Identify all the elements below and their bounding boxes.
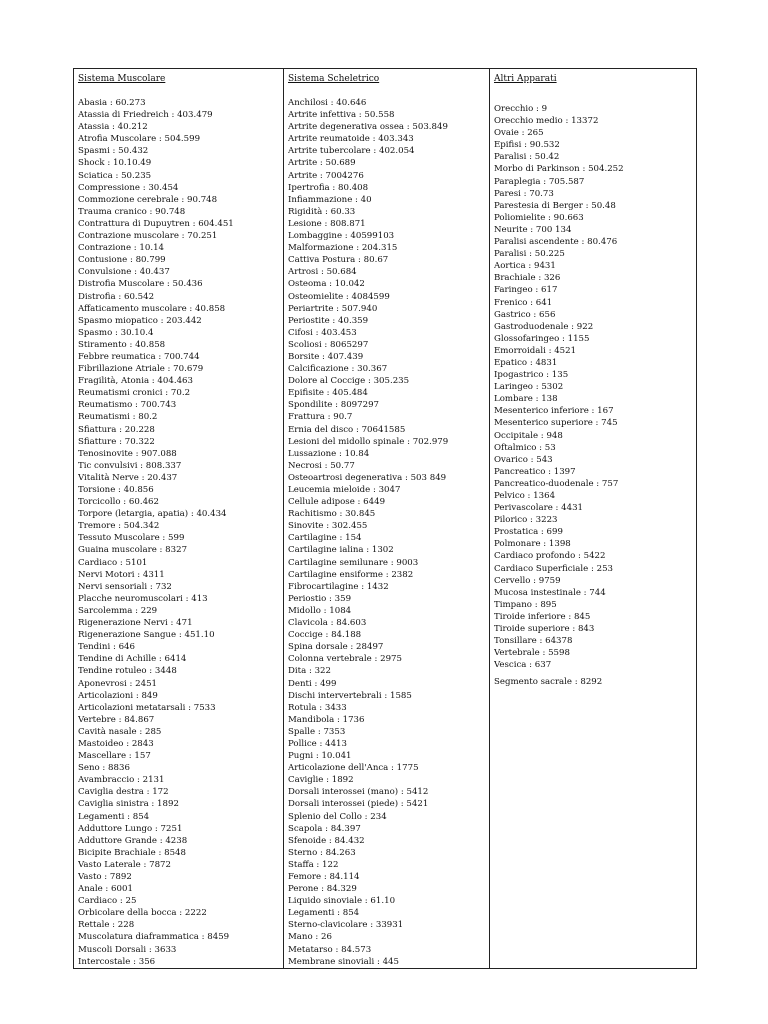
list-item: Spina dorsale : 28497 xyxy=(288,642,384,653)
list-item: Tic convulsivi : 808.337 xyxy=(78,460,182,471)
list-item: Brachiale : 326 xyxy=(494,273,561,284)
entry-list xyxy=(284,85,489,968)
list-item: Febbre reumatica : 700.744 xyxy=(78,351,200,362)
list-item: Coccige : 84.188 xyxy=(288,630,362,641)
list-item: Artrite tubercolare : 402.054 xyxy=(288,146,415,157)
list-item: Tremore : 504.342 xyxy=(78,521,160,532)
list-item: Cartilagine : 154 xyxy=(288,533,362,544)
list-item: Polmonare : 1398 xyxy=(494,539,571,550)
list-item: Pelvico : 1364 xyxy=(494,491,556,501)
list-item: Fibrocartilagine : 1432 xyxy=(288,581,389,592)
list-item: Tessuto Muscolare : 599 xyxy=(78,533,185,544)
list-item: Convulsione : 40.437 xyxy=(78,267,170,278)
list-item: Epifisi : 90.532 xyxy=(494,140,560,151)
list-item: Caviglia sinistra : 1892 xyxy=(78,799,179,810)
list-item: Ipogastrico : 135 xyxy=(494,370,569,381)
list-item: Contrazione : 10.14 xyxy=(78,243,165,254)
list-item: Torpore (letargia, apatia) : 40.434 xyxy=(78,509,227,520)
list-item: Calcificazione : 30.367 xyxy=(288,364,388,375)
list-item: Rigenerazione Sangue : 451.10 xyxy=(78,630,215,641)
list-item: Atassia : 40.212 xyxy=(78,122,148,133)
list-item: Segmento sacrale : 8292 xyxy=(494,677,603,688)
list-item: Osteoma : 10.042 xyxy=(288,279,365,290)
list-item: Legamenti : 854 xyxy=(288,908,360,919)
list-item: Mucosa instestinale : 744 xyxy=(494,587,606,598)
list-item: Compressione : 30.454 xyxy=(78,182,179,193)
list-item: Ovarico : 543 xyxy=(494,454,553,465)
list-item: Parestesia di Berger : 50.48 xyxy=(494,200,616,211)
list-item: Torcicollo : 60.462 xyxy=(78,497,159,508)
list-item: Vitalità Nerve : 20.437 xyxy=(78,472,178,483)
list-item: Cattiva Postura : 80.67 xyxy=(288,255,389,266)
list-item: Cardiaco profondo : 5422 xyxy=(494,551,606,562)
list-item: Legamenti : 854 xyxy=(78,811,150,822)
list-item: Artrite : 50.689 xyxy=(288,158,356,169)
list-item: Midollo : 1084 xyxy=(288,605,352,616)
column-other-systems xyxy=(490,69,697,969)
list-item: Periartrite : 507.940 xyxy=(288,303,378,314)
list-item: Contusione : 80.799 xyxy=(78,255,166,266)
list-item: Perone : 84.329 xyxy=(288,884,357,895)
list-item: Orecchio medio : 13372 xyxy=(494,116,599,127)
entry-list xyxy=(74,85,283,968)
list-item: Atassia di Friedreich : 403.479 xyxy=(78,110,213,121)
list-item: Spasmo : 30.10.4 xyxy=(78,327,154,338)
list-item: Timpano : 895 xyxy=(494,599,557,610)
list-item: Aponevrosi : 2451 xyxy=(78,678,158,689)
document-page xyxy=(73,68,696,967)
list-item: Ovaie : 265 xyxy=(494,128,544,139)
list-item: Spasmi : 50.432 xyxy=(78,146,149,157)
list-item: Cardiaco : 25 xyxy=(78,896,137,907)
list-item: Oftalmico : 53 xyxy=(494,442,556,453)
list-item: Infiammazione : 40 xyxy=(288,194,372,205)
list-item: Tendine rotuleo : 3448 xyxy=(78,666,177,677)
list-item: Morbo di Parkinson : 504.252 xyxy=(494,164,624,175)
list-item: Scapola : 84.397 xyxy=(288,823,361,834)
list-item: Pollice : 4413 xyxy=(288,738,347,749)
list-item: Prostatica : 699 xyxy=(494,527,563,538)
list-item: Dischi intervertebrali : 1585 xyxy=(288,690,412,701)
list-item: Contrattura di Dupuytren : 604.451 xyxy=(78,218,234,229)
list-item: Mascellare : 157 xyxy=(78,751,151,762)
list-item: Cervello : 9759 xyxy=(494,575,561,586)
list-item: Spalle : 7353 xyxy=(288,726,346,737)
list-item: Lombare : 138 xyxy=(494,394,558,405)
column-muscular-system xyxy=(74,69,284,969)
list-item: Tiroide superiore : 843 xyxy=(494,624,595,635)
list-item: Mesenterico superiore : 745 xyxy=(494,418,618,429)
column-title: Sistema Scheletrico xyxy=(288,74,380,84)
list-item: Sterno-clavicolare : 33931 xyxy=(288,920,404,931)
list-item: Dolore al Coccige : 305.235 xyxy=(288,376,410,387)
list-item: Lesioni del midollo spinale : 702.979 xyxy=(288,436,449,447)
list-item: Reumatismi cronici : 70.2 xyxy=(78,388,191,399)
list-item: Lussazione : 10.84 xyxy=(288,448,370,459)
list-item: Sinovite : 302.455 xyxy=(288,521,368,532)
list-item: Gastrico : 656 xyxy=(494,309,556,320)
list-item: Abasia : 60.273 xyxy=(78,98,146,108)
list-item: Laringeo : 5302 xyxy=(494,382,564,393)
list-item: Periostite : 40.359 xyxy=(288,315,369,326)
list-item: Muscolatura diaframmatica : 8459 xyxy=(78,932,230,943)
column-title: Sistema Muscolare xyxy=(78,74,166,84)
list-item: Clavicola : 84.603 xyxy=(288,618,367,629)
list-item: Spasmo miopatico : 203.442 xyxy=(78,315,202,326)
list-item: Intercostale : 356 xyxy=(78,956,156,967)
list-item: Rachitismo : 30.845 xyxy=(288,509,376,520)
list-item: Sarcolemma : 229 xyxy=(78,605,158,616)
list-item: Liquido sinoviale : 61.10 xyxy=(288,896,396,907)
list-item: Caviglia destra : 172 xyxy=(78,787,169,798)
list-item: Artrite degenerativa ossea : 503.849 xyxy=(288,122,448,133)
list-item: Scoliosi : 8065297 xyxy=(288,339,369,350)
list-item: Osteomielite : 4084599 xyxy=(288,291,390,302)
list-item: Vasto : 7892 xyxy=(78,872,132,882)
list-item: Guaina muscolare : 8327 xyxy=(78,545,188,556)
entry-list xyxy=(490,85,696,689)
list-item: Shock : 10.10.49 xyxy=(78,158,152,169)
list-item: Periostio : 359 xyxy=(288,593,352,604)
list-item: Caviglie : 1892 xyxy=(288,775,354,786)
list-item: Splenio del Collo : 234 xyxy=(288,811,387,822)
list-item: Frenico : 641 xyxy=(494,297,553,308)
list-item: Distrofia Muscolare : 50.436 xyxy=(78,279,203,290)
list-item: Cartilagine ensiforme : 2382 xyxy=(288,569,414,580)
list-item: Articolazioni : 849 xyxy=(78,690,158,701)
list-item: Cardiaco : 5101 xyxy=(78,557,148,568)
list-item: Articolazioni metatarsali : 7533 xyxy=(78,702,216,713)
list-item: Lesione : 808.871 xyxy=(288,218,366,229)
list-item: Muscoli Dorsali : 3633 xyxy=(78,944,177,955)
list-item: Adduttore Grande : 4238 xyxy=(78,835,188,846)
list-item: Neurite : 700 134 xyxy=(494,224,572,235)
list-item: Paralisi : 50.42 xyxy=(494,152,560,163)
list-item: Glossofaringeo : 1155 xyxy=(494,333,590,344)
list-item: Cartilagine ialina : 1302 xyxy=(288,545,394,556)
list-item: Seno : 8836 xyxy=(78,763,130,774)
list-item: Dorsali interossei (mano) : 5412 xyxy=(288,787,429,798)
list-item: Staffa : 122 xyxy=(288,859,339,870)
list-item: Leucemia mieloide : 3047 xyxy=(288,485,401,495)
list-item: Stiramento : 40.858 xyxy=(78,339,166,350)
list-item: Ipertrofia : 80.408 xyxy=(288,182,369,193)
list-item: Artrite : 7004276 xyxy=(288,170,364,181)
list-item: Tiroide inferiore : 845 xyxy=(494,611,591,622)
list-item: Denti : 499 xyxy=(288,678,337,689)
list-item: Membrane sinoviali : 445 xyxy=(288,956,399,967)
list-item: Aortica : 9431 xyxy=(494,261,556,272)
list-item: Spondilite : 8097297 xyxy=(288,400,380,411)
list-item: Gastroduodenale : 922 xyxy=(494,321,594,332)
list-item: Vasto Laterale : 7872 xyxy=(78,859,171,870)
list-item: Occipitale : 948 xyxy=(494,430,563,441)
list-item: Vertebre : 84.867 xyxy=(78,714,155,725)
list-item: Vescica : 637 xyxy=(494,660,552,671)
list-item: Fragilità, Atonia : 404.463 xyxy=(78,376,193,387)
list-item: Reumatismi : 80.2 xyxy=(78,412,158,423)
list-item: Vertebrale : 5598 xyxy=(494,648,570,659)
list-item: Dorsali interossei (piede) : 5421 xyxy=(288,799,429,810)
list-item: Paralisi : 50.225 xyxy=(494,249,565,260)
list-item: Anale : 6001 xyxy=(78,884,133,895)
list-item: Articolazione dell'Anca : 1775 xyxy=(288,763,419,774)
list-item: Femore : 84.114 xyxy=(288,872,360,882)
remedies-table xyxy=(73,68,697,969)
list-item: Anchilosi : 40.646 xyxy=(288,98,367,108)
list-item: Metatarso : 84.573 xyxy=(288,944,372,955)
list-item: Artrite infettiva : 50.558 xyxy=(288,110,395,121)
list-item: Faringeo : 617 xyxy=(494,285,558,296)
list-item: Torsione : 40.856 xyxy=(78,485,154,495)
list-item: Borsite : 407.439 xyxy=(288,351,364,362)
list-item: Reumatismo : 700.743 xyxy=(78,400,177,411)
list-item: Distrofia : 60.542 xyxy=(78,291,155,302)
list-item: Affaticamento muscolare : 40.858 xyxy=(78,303,226,314)
list-item: Sterno : 84.263 xyxy=(288,847,356,858)
list-item: Nervi Motori : 4311 xyxy=(78,569,165,580)
list-item: Malformazione : 204.315 xyxy=(288,243,398,254)
list-item: Artrite reumatoide : 403.343 xyxy=(288,134,414,145)
list-item: Lombaggine : 40599103 xyxy=(288,231,395,242)
list-item: Emorroidali : 4521 xyxy=(494,345,577,356)
list-item: Rotula : 3433 xyxy=(288,702,347,713)
list-item: Necrosi : 50.77 xyxy=(288,460,355,471)
list-item: Mastoideo : 2843 xyxy=(78,738,154,749)
list-item: Rigidità : 60.33 xyxy=(288,206,356,217)
list-item: Cavità nasale : 285 xyxy=(78,726,162,737)
list-item: Nervi sensoriali : 732 xyxy=(78,581,172,592)
list-item: Orbicolare della bocca : 2222 xyxy=(78,908,207,919)
list-item: Paraplegia : 705.587 xyxy=(494,176,585,187)
list-item: Mano : 26 xyxy=(288,932,332,943)
list-item: Rigenerazione Nervi : 471 xyxy=(78,618,193,629)
list-item: Colonna vertebrale : 2975 xyxy=(288,654,402,665)
list-item: Tendine di Achille : 6414 xyxy=(78,654,187,665)
list-item: Ernia del disco : 70641585 xyxy=(288,424,406,435)
column-skeletal-system xyxy=(284,69,490,969)
list-item: Fibrillazione Atriale : 70.679 xyxy=(78,364,204,375)
list-item: Pilorico : 3223 xyxy=(494,515,558,526)
list-item: Tenosinovite : 907.088 xyxy=(78,448,177,459)
list-item: Osteoartrosi degenerativa : 503 849 xyxy=(288,472,447,483)
list-item: Pancreatico : 1397 xyxy=(494,466,576,477)
list-item: Dita : 322 xyxy=(288,666,331,677)
list-item: Paralisi ascendente : 80.476 xyxy=(494,237,618,248)
list-item: Perivascolare : 4431 xyxy=(494,503,584,514)
list-item: Sfenoide : 84.432 xyxy=(288,835,365,846)
list-item: Pancreatico-duodenale : 757 xyxy=(494,478,619,489)
list-item: Sfiatture : 70.322 xyxy=(78,436,155,447)
list-item: Epifisite : 405.484 xyxy=(288,388,368,399)
list-item: Orecchio : 9 xyxy=(494,104,548,114)
list-item: Commozione cerebrale : 90.748 xyxy=(78,194,218,205)
list-item: Avambraccio : 2131 xyxy=(78,775,165,786)
list-item: Cartilagine semilunare : 9003 xyxy=(288,557,419,568)
list-item: Sciatica : 50.235 xyxy=(78,170,152,181)
list-item: Frattura : 90.7 xyxy=(288,412,353,423)
list-item: Cardiaco Superficiale : 253 xyxy=(494,563,614,574)
list-item: Paresi : 70.73 xyxy=(494,188,554,199)
list-item: Sfiattura : 20.228 xyxy=(78,424,155,435)
list-item: Trauma cranico : 90.748 xyxy=(78,206,186,217)
list-item: Cifosi : 403.453 xyxy=(288,327,357,338)
list-item: Placche neuromuscolari : 413 xyxy=(78,593,208,604)
list-item: Atrofia Muscolare : 504.599 xyxy=(78,134,201,145)
list-item: Pugni : 10.041 xyxy=(288,751,352,762)
list-item: Contrazione muscolare : 70.251 xyxy=(78,231,218,242)
list-item: Mesenterico inferiore : 167 xyxy=(494,406,614,417)
list-item: Rettale : 228 xyxy=(78,920,135,931)
list-item: Poliomielite : 90.663 xyxy=(494,212,584,223)
list-item: Tonsillare : 64378 xyxy=(494,636,573,647)
list-item: Cellule adipose : 6449 xyxy=(288,497,386,508)
column-title: Altri Apparati xyxy=(494,74,557,84)
list-item: Adduttore Lungo : 7251 xyxy=(78,823,183,834)
list-item: Artrosi : 50.684 xyxy=(288,267,357,278)
list-item: Bicipite Brachiale : 8548 xyxy=(78,847,186,858)
list-item: Mandibola : 1736 xyxy=(288,714,365,725)
list-item: Epatico : 4831 xyxy=(494,357,558,368)
list-item: Tendini : 646 xyxy=(78,642,135,653)
